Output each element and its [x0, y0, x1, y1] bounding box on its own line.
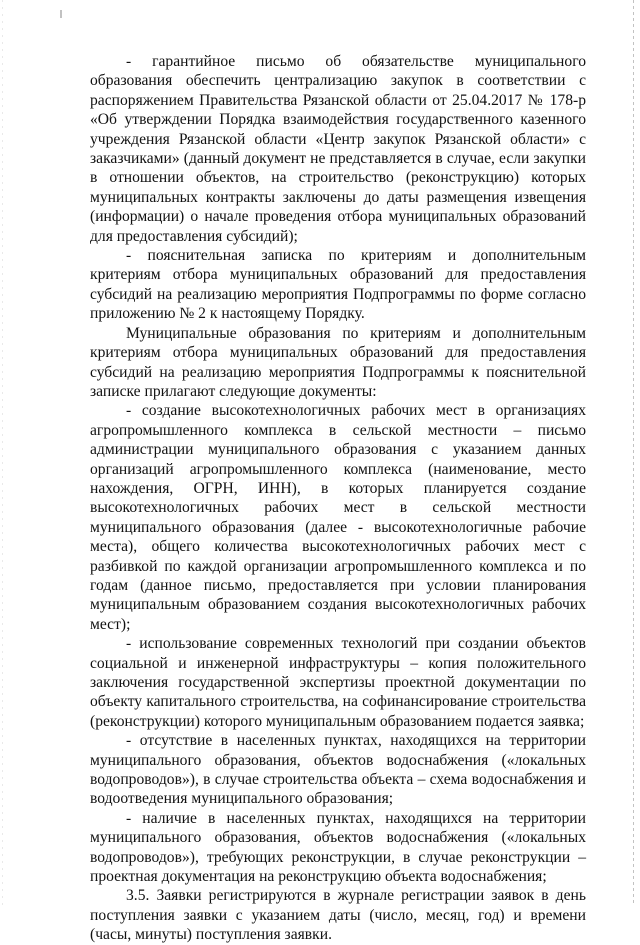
scan-edge-right — [633, 0, 634, 905]
paragraph-no-water-supply: - отсутствие в населенных пунктах, находящихся на территории муниципального образования, объектов водоснабжения («локальных водопроводов»), в случае строительства объекта – схема водоснабжения и водоотведения муниципального образования; — [90, 732, 586, 808]
paragraph-guarantee-letter: - гарантийное письмо об обязательстве муниципального образования обеспечить централизацию закупок в соответствии с распоряжением Правительства Рязанской области от 25.04.2017 № 178-р «Об утверждении Порядка взаимодействия государственного казенного учреждения Рязанской области «Центр закупок Рязанской области» с заказчиками» (данный документ не представляется в случае, если закупки в отношении объектов, на строительство (реконструкцию) которых муниципальных контракты заключены до даты размещения извещения (информации) о начале проведения отбора муниципальных образований для предоставления субсидий); — [90, 53, 586, 245]
paragraph-application-registration: 3.5. Заявки регистрируются в журнале регистрации заявок в день поступления заявки с указанием даты (число, месяц, год) и времени (часы, минуты) поступления заявки. — [90, 887, 586, 944]
paragraph-high-tech-jobs: - создание высокотехнологичных рабочих мест в организациях агропромышленного комплекса в сельской местности – письмо администрации муниципального образования с указанием данных организаций агропромышленного комплекса (наименование, место нахождения, ОГРН, ИНН), в которых планируется создание высокотехнологичных рабочих мест в сельской местности муниципального образования (далее - высокотехнологичные рабочие места), общего количества высокотехнологичных рабочих мест с разбивкой по каждой организации агропромышленного комплекса и по годам (данное письмо, предоставляется при условии планирования муниципальным образованием создания высокотехнологичных рабочих мест); — [90, 402, 586, 633]
paragraph-attached-documents: Муниципальные образования по критериям и дополнительным критериям отбора муниципальных образований для предоставления субсидий на реализацию мероприятия Подпрограммы к пояснительной записке прилагают следующие документы: — [90, 324, 586, 400]
paragraph-water-reconstruction: - наличие в населенных пунктах, находящихся на территории муниципального образования, объектов водоснабжения («локальных водопроводов»), требующих реконструкции, в случае реконструкции – проектная документация на реконструкцию объекта водоснабжения; — [90, 809, 586, 886]
paragraph-modern-technologies: - использование современных технологий при создании объектов социальной и инженерной инфраструктуры – копия положительного заключения государственной экспертизы проектной документации по объекту капитального строительства, на софинансирование строительства (реконструкции) которого муниципальным образованием подается заявка; — [90, 635, 586, 730]
paragraph-explanatory-note: - пояснительная записка по критериям и дополнительным критериям отбора муниципальных образований для предоставления субсидий на реализацию мероприятия Подпрограммы по форме согласно приложению № 2 к настоящему Порядку. — [90, 247, 586, 323]
scan-mark — [60, 10, 62, 18]
scan-edge-left — [2, 0, 3, 905]
